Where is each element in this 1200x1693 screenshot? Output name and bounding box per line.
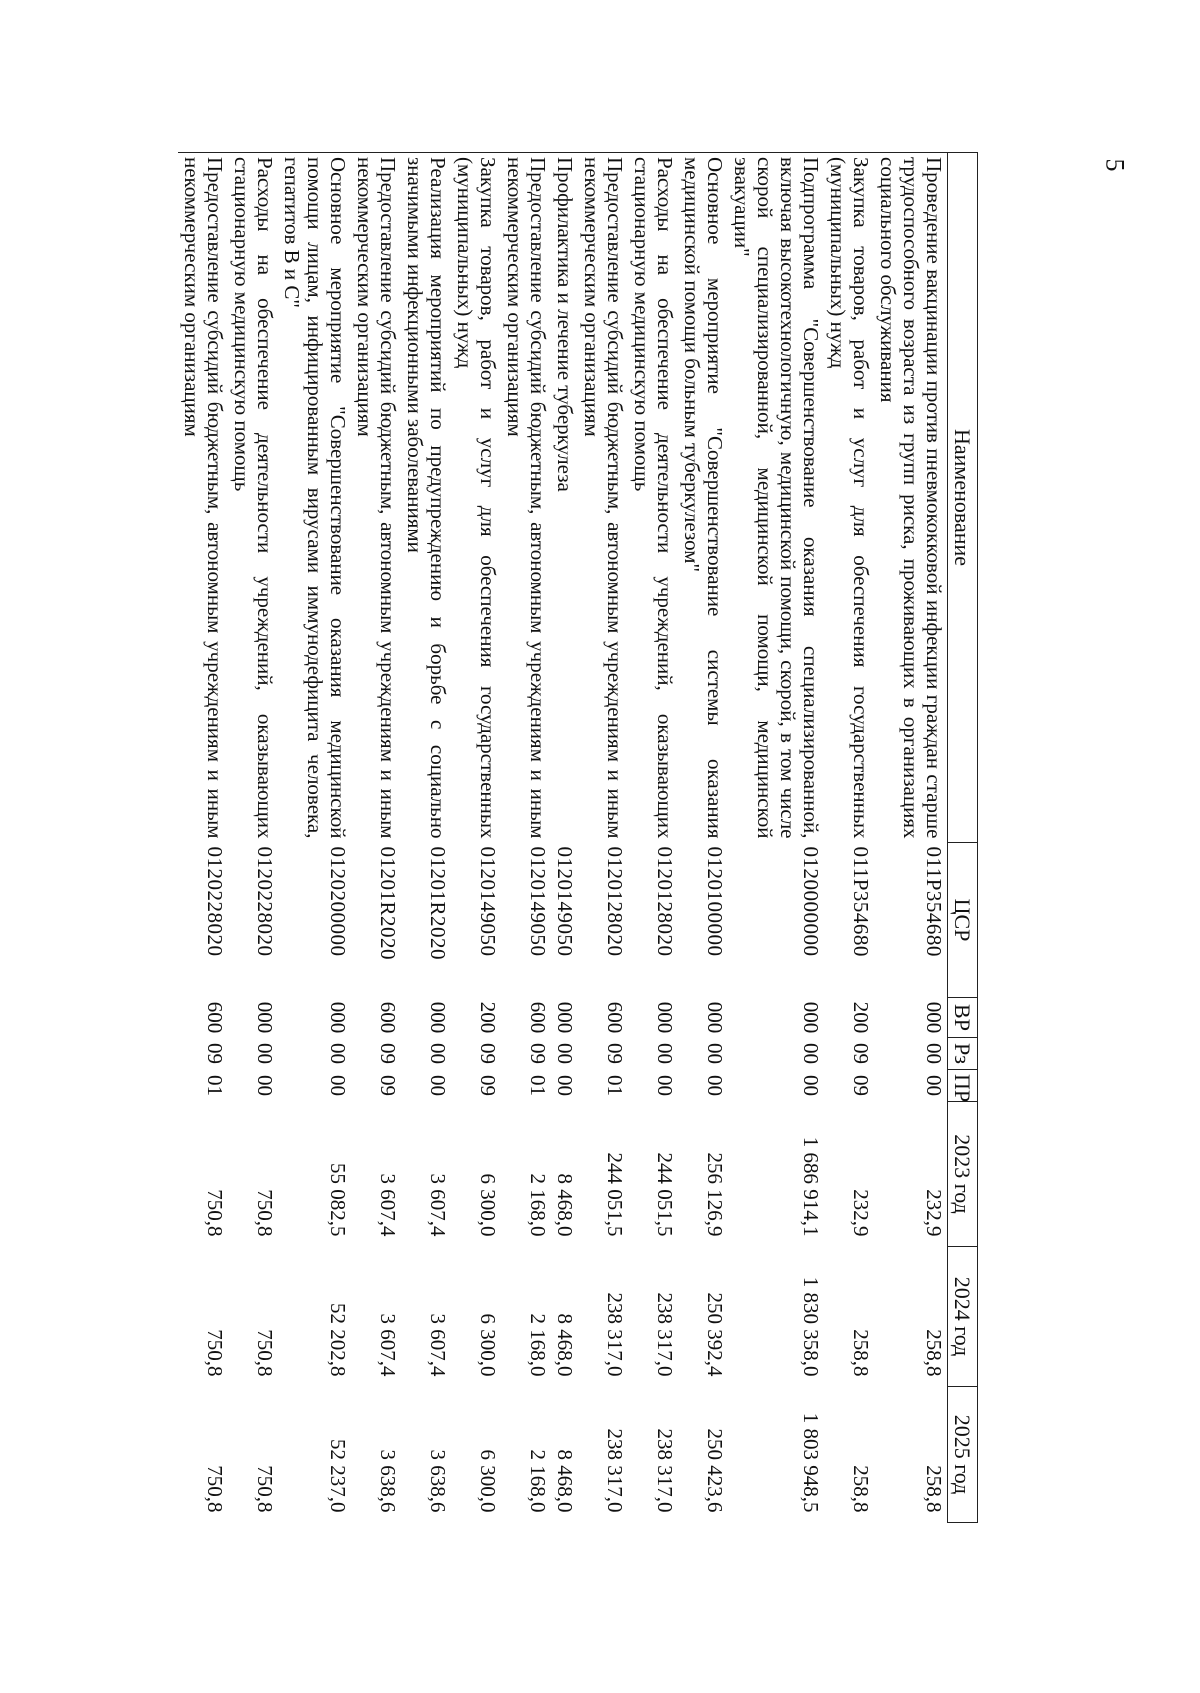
row-2024: 750,8 [203,1329,227,1377]
row-name: Расходы на обеспечение деятельности учреждений, оказывающих стационарную медицинскую помощь [628,153,678,843]
row-vr: 000 [253,1001,277,1034]
table-row [451,153,501,1523]
header-csr: ЦСР [948,843,978,998]
row-pr: 00 [703,1075,727,1096]
row-2024: 258,8 [849,1329,873,1377]
row-2024: 250 392,4 [703,1292,727,1377]
row-vr: 000 [553,1001,577,1034]
table-row [678,153,728,1523]
table-row [401,153,451,1523]
row-name: Профилактика и лечение туберкулеза [551,153,578,843]
row-2023: 6 300,0 [476,1173,500,1237]
row-2025: 238 317,0 [653,1428,677,1513]
row-2023: 256 126,9 [703,1152,727,1237]
row-csr: 0120000000 [799,846,823,957]
row-pr: 01 [603,1075,627,1096]
row-2024: 2 168,0 [526,1313,550,1377]
row-pr: 09 [376,1075,400,1096]
row-pr: 09 [849,1075,873,1096]
table-row [501,153,551,1523]
row-2024: 3 607,4 [426,1313,450,1377]
table-row [551,153,578,1523]
row-pr: 00 [326,1075,350,1096]
row-2023: 244 051,5 [603,1152,627,1237]
row-2023: 232,9 [922,1189,946,1237]
row-2024: 238 317,0 [653,1292,677,1377]
row-2023: 1 686 914,1 [799,1136,823,1237]
row-rz: 09 [526,1043,550,1064]
row-2023: 750,8 [203,1189,227,1237]
row-vr: 600 [376,1001,400,1034]
row-csr: 01201R2020 [376,846,400,961]
row-rz: 00 [922,1043,946,1064]
row-2024: 238 317,0 [603,1292,627,1377]
row-2023: 750,8 [253,1189,277,1237]
row-rz: 00 [326,1043,350,1064]
row-vr: 000 [703,1001,727,1034]
table-body [178,153,948,1523]
row-csr: 0120200000 [326,846,350,957]
row-name: Расходы на обеспечение деятельности учреждений, оказывающих стационарную медицинскую помощь [228,153,278,843]
row-2025: 238 317,0 [603,1428,627,1513]
row-2023: 244 051,5 [653,1152,677,1237]
row-name: Подпрограмма "Совершенствование оказания специализированной, включая высокотехнологичную, медицинской помощи, скорой, в том числе скорой специализированной, медицинской помощи, медицинской эвакуации" [728,153,824,843]
header-2024: 2024 год [948,1247,978,1387]
row-vr: 600 [203,1001,227,1034]
row-vr: 000 [326,1001,350,1034]
row-rz: 09 [603,1043,627,1064]
row-pr: 00 [553,1075,577,1096]
row-csr: 01201R2020 [426,846,450,961]
table-header [948,153,978,1523]
row-pr: 00 [253,1075,277,1096]
row-pr: 01 [526,1075,550,1096]
row-2025: 52 237,0 [326,1439,350,1513]
row-rz: 09 [203,1043,227,1064]
header-2023: 2023 год [948,1102,978,1247]
row-name: Закупка товаров, работ и услуг для обеспечения государственных (муниципальных) нужд [824,153,874,843]
row-pr: 00 [799,1075,823,1096]
row-csr: 0120128020 [603,846,627,957]
table-row [728,153,824,1523]
table-row [824,153,874,1523]
row-2024: 258,8 [922,1329,946,1377]
row-name: Проведение вакцинации против пневмококковой инфекции граждан старше трудоспособного возраста из групп риска, проживающих в организациях социального обслуживания [874,153,948,843]
table-row [178,153,228,1523]
header-name: Наименование [948,153,978,843]
row-name: Предоставление субсидий бюджетным, автономным учреждениям и иным некоммерческим организациям [351,153,401,843]
row-2025: 3 638,6 [426,1449,450,1513]
header-pr: ПР [948,1070,978,1102]
row-rz: 00 [553,1043,577,1064]
row-name: Реализация мероприятий по предупреждению и борьбе с социально значимыми инфекционными заболеваниями [401,153,451,843]
row-rz: 09 [376,1043,400,1064]
row-name: Основное мероприятие "Совершенствование системы оказания медицинской помощи больным туберкулезом" [678,153,728,843]
row-rz: 00 [426,1043,450,1064]
table-row [351,153,401,1523]
row-2025: 8 468,0 [553,1449,577,1513]
row-2025: 3 638,6 [376,1449,400,1513]
row-rz: 00 [253,1043,277,1064]
row-pr: 00 [653,1075,677,1096]
row-2025: 1 803 948,5 [799,1412,823,1513]
row-name: Предоставление субсидий бюджетным, автономным учреждениям и иным некоммерческим организациям [178,153,228,843]
row-vr: 000 [799,1001,823,1034]
row-2025: 258,8 [922,1465,946,1513]
row-rz: 00 [703,1043,727,1064]
row-2025: 750,8 [203,1465,227,1513]
row-2023: 55 082,5 [326,1163,350,1237]
row-vr: 200 [476,1001,500,1034]
row-vr: 000 [426,1001,450,1034]
table-row [874,153,948,1523]
row-2024: 52 202,8 [326,1303,350,1377]
budget-table-container [178,152,978,1522]
row-vr: 000 [653,1001,677,1034]
table-row [578,153,628,1523]
row-vr: 600 [603,1001,627,1034]
header-rz: Рз [948,1038,978,1070]
row-2025: 2 168,0 [526,1449,550,1513]
row-2023: 3 607,4 [376,1173,400,1237]
row-pr: 00 [426,1075,450,1096]
row-2023: 2 168,0 [526,1173,550,1237]
row-rz: 00 [799,1043,823,1064]
row-2025: 750,8 [253,1465,277,1513]
row-2024: 1 830 358,0 [799,1276,823,1377]
row-pr: 01 [203,1075,227,1096]
row-pr: 00 [922,1075,946,1096]
row-csr: 0120128020 [653,846,677,957]
row-vr: 000 [922,1001,946,1034]
row-rz: 00 [653,1043,677,1064]
row-csr: 011P354680 [849,846,873,957]
row-csr: 011P354680 [922,846,946,957]
row-vr: 200 [849,1001,873,1034]
row-name: Основное мероприятие "Совершенствование оказания медицинской помощи лицам, инфицированным вирусами иммунодефицита человека, гепатитов В и С" [278,153,351,843]
row-name: Закупка товаров, работ и услуг для обеспечения государственных (муниципальных) нужд [451,153,501,843]
row-pr: 09 [476,1075,500,1096]
table-row [228,153,278,1523]
row-csr: 0120228020 [203,846,227,957]
row-csr: 0120100000 [703,846,727,957]
row-rz: 09 [849,1043,873,1064]
row-2023: 3 607,4 [426,1173,450,1237]
row-csr: 0120149050 [553,846,577,957]
row-2025: 258,8 [849,1465,873,1513]
row-vr: 600 [526,1001,550,1034]
row-2023: 232,9 [849,1189,873,1237]
row-name: Предоставление субсидий бюджетным, автономным учреждениям и иным некоммерческим организациям [578,153,628,843]
row-2023: 8 468,0 [553,1173,577,1237]
row-2025: 250 423,6 [703,1428,727,1513]
table-row [278,153,351,1523]
page-number: 5 [1100,158,1130,172]
row-2024: 3 607,4 [376,1313,400,1377]
row-2024: 6 300,0 [476,1313,500,1377]
row-2024: 750,8 [253,1329,277,1377]
header-2025: 2025 год [948,1387,978,1523]
header-vr: ВР [948,998,978,1038]
budget-table [178,152,978,1523]
row-csr: 0120149050 [526,846,550,957]
row-csr: 0120228020 [253,846,277,957]
row-csr: 0120149050 [476,846,500,957]
row-2025: 6 300,0 [476,1449,500,1513]
row-rz: 09 [476,1043,500,1064]
row-2024: 8 468,0 [553,1313,577,1377]
table-row [628,153,678,1523]
row-name: Предоставление субсидий бюджетным, автономным учреждениям и иным некоммерческим организациям [501,153,551,843]
